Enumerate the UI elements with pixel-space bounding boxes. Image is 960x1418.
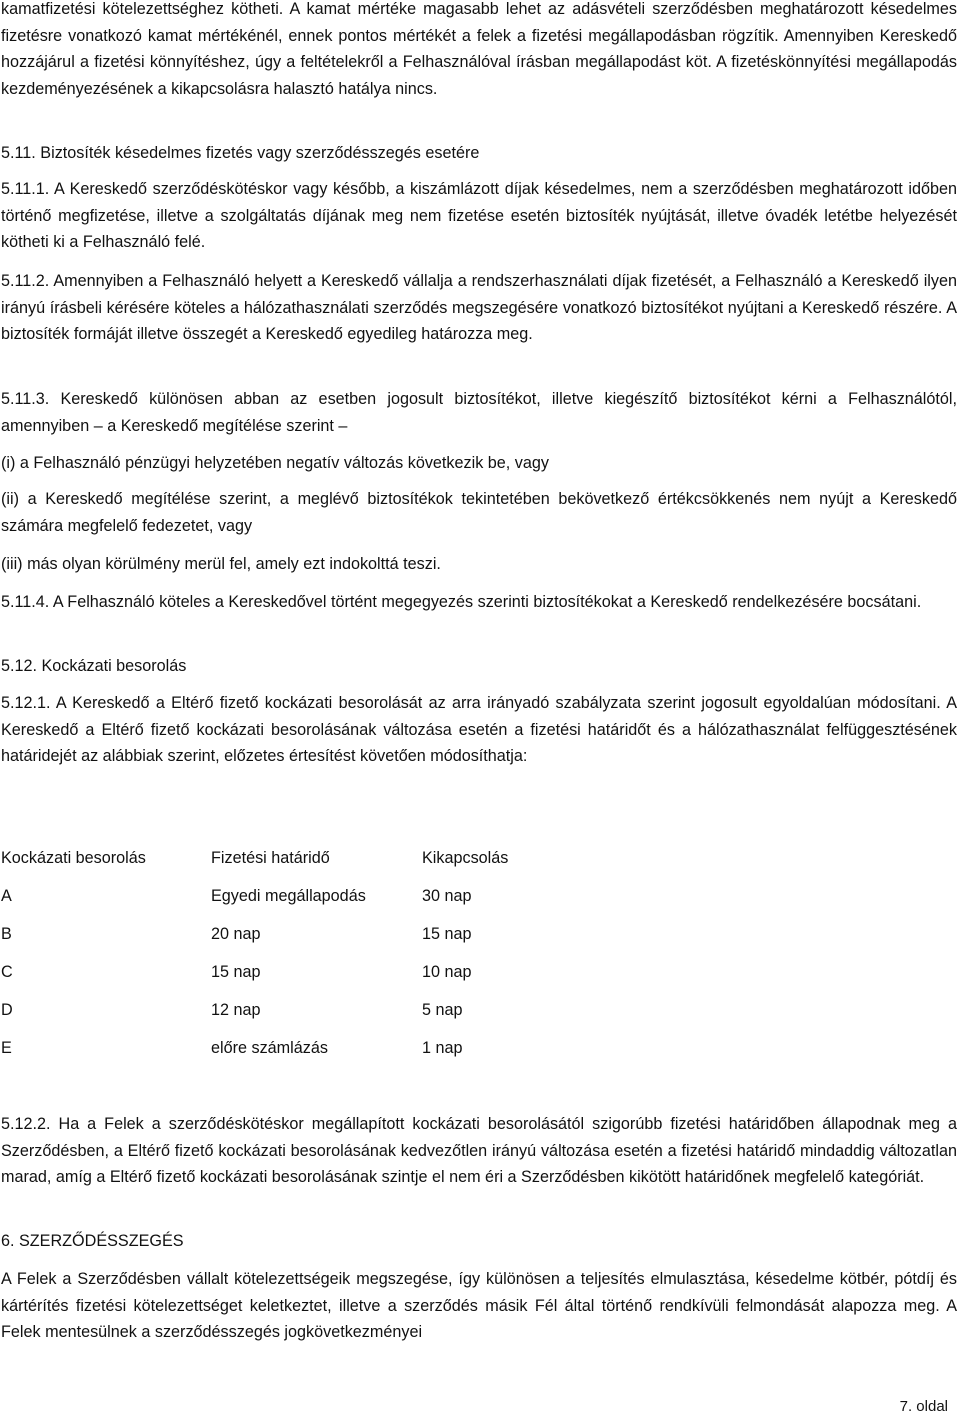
paragraph-payment-relief: kamatfizetési kötelezettséghez kötheti. A kamat mértéke magasabb lehet az adásvételi szerződésben meghatározott késedelmes fizetésre vonatkozó kamat mértékénél, ennek pontos mértékét a felek a fizetési megállapodásban rögzítik. Amennyiben Kereskedő hozzájárul a fizetési könnyítéshez, úgy a feltételekről a Felhasználóval írásban megállapodást köt. A fizetéskönnyítési megállapodás kezdeményezésének a kikapcsolásra halasztó hatálya nincs. <box>1 0 957 98</box>
paragraph-5-11-1: 5.11.1. A Kereskedő szerződéskötéskor vagy később, a kiszámlázott díjak késedelmes, nem a szerződésben meghatározott időben történő megfizetése, illetve a szolgáltatás díjának meg nem fizetése esetén biztosíték nyújtását, illetve óvadék letétbe helyezését kötheti ki a Felhasználó felé. <box>1 180 957 251</box>
table-cell: 20 nap <box>211 925 261 943</box>
table-row <box>1 1035 601 1061</box>
table-cell: 5 nap <box>422 1001 463 1019</box>
table-cell: A <box>1 887 12 905</box>
table-cell: E <box>1 1039 12 1057</box>
table-cell: D <box>1 1001 13 1019</box>
table-cell: 30 nap <box>422 887 472 905</box>
table-cell: C <box>1 963 13 981</box>
paragraph-5-11-4: 5.11.4. A Felhasználó köteles a Kereskedővel történt megegyezés szerinti biztosítékokat a Kereskedő rendelkezésére bocsátani. <box>1 593 922 611</box>
table-cell: 15 nap <box>211 963 261 981</box>
table-cell: Egyedi megállapodás <box>211 887 366 905</box>
table-header-row <box>1 845 601 871</box>
list-item-iii: (iii) más olyan körülmény merül fel, amely ezt indokolttá teszi. <box>1 555 441 573</box>
list-item-i: (i) a Felhasználó pénzügyi helyzetében negatív változás következik be, vagy <box>1 454 549 472</box>
table-row <box>1 883 601 909</box>
page-number: 7. oldal <box>899 1398 948 1415</box>
paragraph-5-11-3: 5.11.3. Kereskedő különösen abban az esetben jogosult biztosítékot, illetve kiegészítő biztosítékot kérni a Felhasználótól, amennyiben – a Kereskedő megítélése szerint – <box>1 390 957 435</box>
table-cell: B <box>1 925 12 943</box>
table-cell: 1 nap <box>422 1039 463 1057</box>
table-row <box>1 959 601 985</box>
table-cell: 10 nap <box>422 963 472 981</box>
table-cell: 15 nap <box>422 925 472 943</box>
table-cell: előre számlázás <box>211 1039 328 1057</box>
table-header-cell: Fizetési határidő <box>211 849 330 867</box>
table-row <box>1 997 601 1023</box>
table-header-cell: Kikapcsolás <box>422 849 509 867</box>
paragraph-6: A Felek a Szerződésben vállalt kötelezettségeik megszegése, így különösen a teljesítés elmulasztása, késedelme kötbér, pótdíj és kártérítés fizetési kötelezettséget keletkeztet, illetve a szerződés másik Fél által történő rendkívüli felmondását alapozza meg. A Felek mentesülnek a szerződésszegés jogkövetkezményei <box>1 1270 957 1341</box>
list-item-ii: (ii) a Kereskedő megítélése szerint, a meglévő biztosítékok tekintetében bekövetkező értékcsökkenés nem nyújt a Kereskedő számára megfelelő fedezetet, vagy <box>1 490 957 535</box>
paragraph-5-11-2: 5.11.2. Amennyiben a Felhasználó helyett a Kereskedő vállalja a rendszerhasználati díjak fizetését, a Felhasználó a Kereskedő ilyen irányú írásbeli kérésére köteles a hálózathasználati szerződés megszegésére vonatkozó biztosítékot nyújtani a Kereskedő részére. A biztosíték formáját illetve összegét a Kereskedő egyedileg határozza meg. <box>1 272 957 343</box>
heading-6: 6. SZERZŐDÉSSZEGÉS <box>1 1232 184 1250</box>
table-row <box>1 921 601 947</box>
table-header-cell: Kockázati besorolás <box>1 849 146 867</box>
heading-5-12: 5.12. Kockázati besorolás <box>1 657 187 675</box>
table-cell: 12 nap <box>211 1001 261 1019</box>
paragraph-5-12-2: 5.12.2. Ha a Felek a szerződéskötéskor megállapított kockázati besorolásától szigorúbb fizetési határidőben állapodnak meg a Szerződésben, a Eltérő fizető kockázati besorolásának kedvezőtlen irányú változása esetén a fizetési határidő mindaddig változatlan marad, amíg a Eltérő fizető kockázati besorolásának szintje el nem éri a Szerződésben kikötött határidőnek megfelelő kategóriát. <box>1 1115 957 1186</box>
paragraph-5-12-1: 5.12.1. A Kereskedő a Eltérő fizető kockázati besorolását az arra irányadó szabályzata szerint jogosult egyoldalúan módosítani. A Kereskedő a Eltérő fizető kockázati besorolásának változása esetén a fizetési határidőt és a hálózathasználat felfüggesztésének határidejét az alábbiak szerint, előzetes értesítést követően módosíthatja: <box>1 694 957 765</box>
heading-5-11: 5.11. Biztosíték késedelmes fizetés vagy szerződésszegés esetére <box>1 144 480 162</box>
